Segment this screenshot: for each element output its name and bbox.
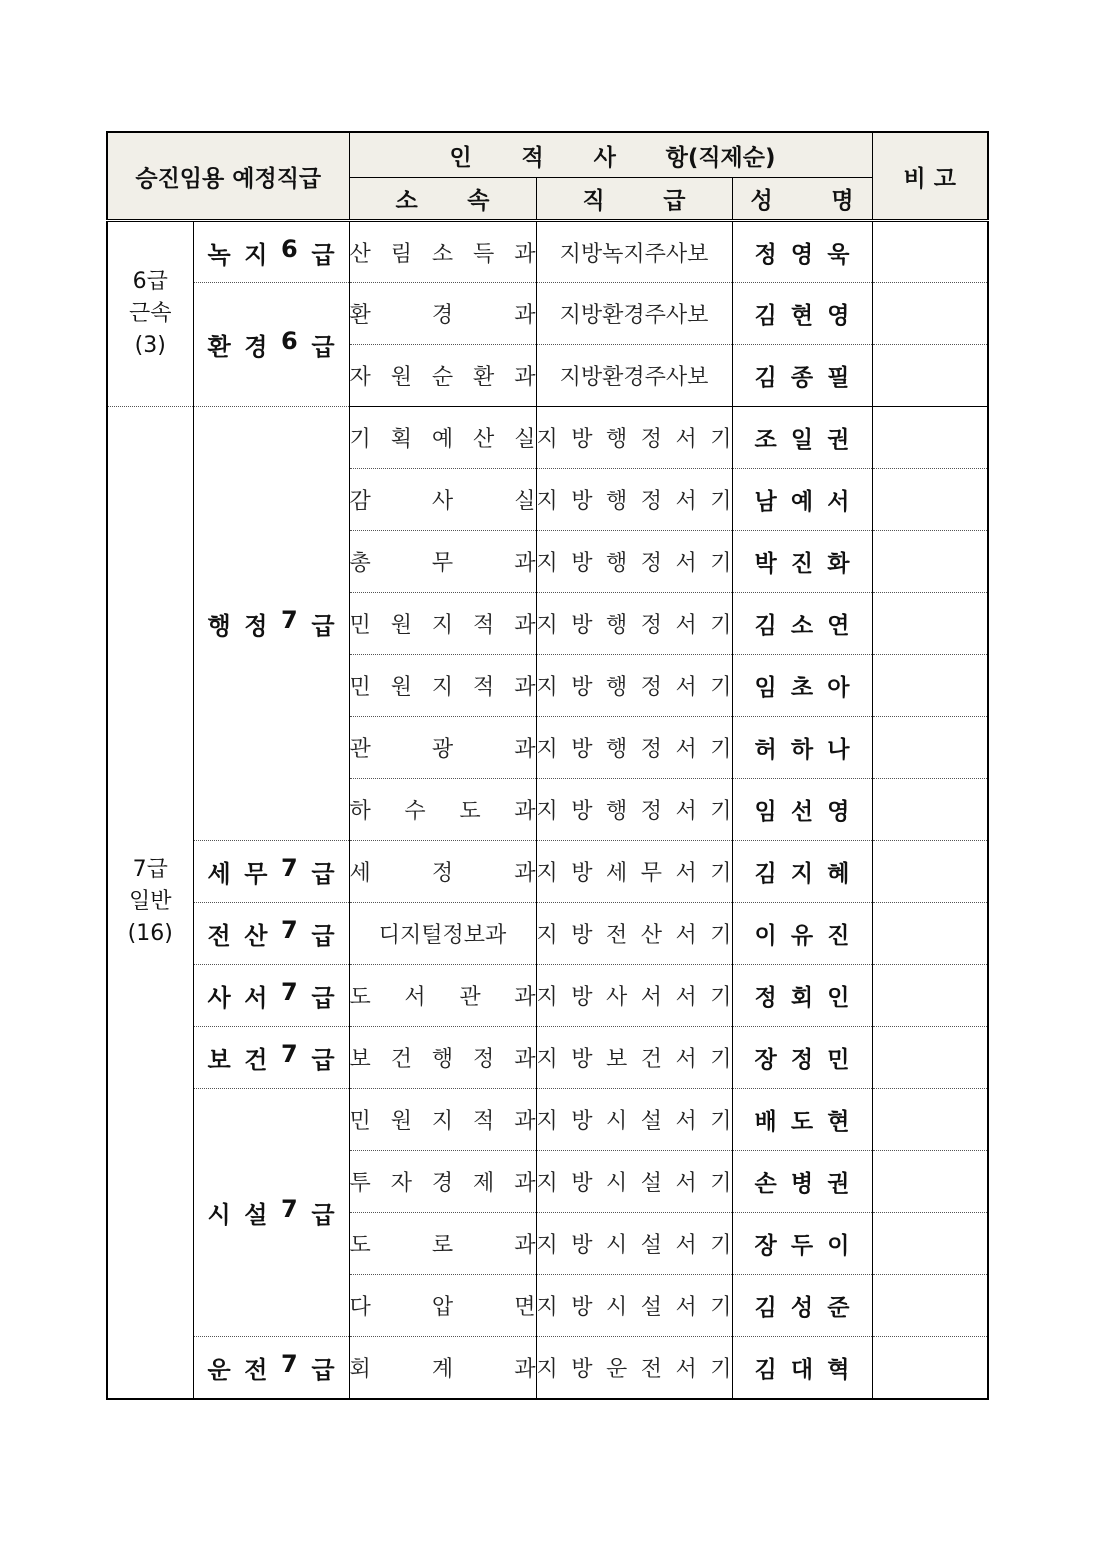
name-label: 김 대 혁 [754, 1356, 850, 1383]
note-cell [872, 1275, 988, 1337]
table-row [107, 283, 988, 345]
name-cell [732, 469, 872, 531]
name-label: 장 두 이 [754, 1233, 850, 1259]
name-label: 정 영 욱 [754, 241, 850, 268]
name-cell [732, 1027, 872, 1089]
name-cell [732, 345, 872, 407]
name-label: 정 회 인 [754, 985, 850, 1011]
header-group-label: 승진임용 예정직급 [135, 165, 322, 192]
rank-label: 지 방 행 정 서 기 [536, 675, 732, 700]
rank-label: 지 방 사 서 서 기 [536, 985, 732, 1010]
note-cell [872, 593, 988, 655]
rank-label: 지 방 세 무 서 기 [536, 861, 732, 886]
dept-label: 다 압 면 [349, 1295, 536, 1320]
dept-cell [349, 655, 536, 717]
name-cell [732, 841, 872, 903]
note-cell [872, 965, 988, 1027]
dept-label: 환 경 과 [349, 303, 536, 328]
note-cell [872, 407, 988, 469]
rank-label: 지방녹지주사보 [559, 241, 709, 267]
header-info-cell [349, 132, 872, 178]
rank-label: 지 방 행 정 서 기 [536, 551, 732, 576]
rank-cell [536, 407, 732, 469]
note-cell [872, 1213, 988, 1275]
note-cell [872, 283, 988, 345]
note-cell [872, 1151, 988, 1213]
dept-cell [349, 221, 536, 283]
dept-cell [349, 531, 536, 593]
dept-cell [349, 593, 536, 655]
dept-label: 도 로 과 [349, 1233, 536, 1258]
category-label-line: 7급 [132, 857, 168, 883]
name-cell [732, 1089, 872, 1151]
table-body [107, 221, 988, 1399]
grade-cell [193, 1089, 349, 1337]
dept-cell [349, 407, 536, 469]
dept-label: 자 원 순 환 과 [349, 365, 536, 390]
category-label-cell [107, 221, 193, 407]
name-label: 김 종 필 [754, 365, 850, 391]
dept-cell [349, 841, 536, 903]
name-label: 남 예 서 [754, 489, 850, 515]
table-row [107, 1337, 988, 1399]
table-header [107, 132, 988, 221]
name-cell [732, 1337, 872, 1399]
grade-label: 전 산 7 급 [207, 916, 335, 950]
header-note-cell [872, 132, 988, 221]
grade-cell [193, 1027, 349, 1089]
dept-cell [349, 1151, 536, 1213]
rank-cell [536, 841, 732, 903]
rank-label: 지 방 행 정 서 기 [536, 613, 732, 638]
note-cell [872, 469, 988, 531]
dept-label: 도 서 관 과 [349, 985, 536, 1010]
table-row [107, 841, 988, 903]
dept-cell [349, 283, 536, 345]
dept-label: 민 원 지 적 과 [349, 675, 536, 700]
rank-cell [536, 1275, 732, 1337]
note-cell [872, 1027, 988, 1089]
rank-label: 지 방 행 정 서 기 [536, 427, 732, 452]
category-label-line: 6급 [132, 269, 168, 294]
grade-label: 보 건 7 급 [207, 1040, 335, 1074]
name-cell [732, 1213, 872, 1275]
dept-label: 투 자 경 제 과 [349, 1171, 536, 1196]
header-rank-cell [536, 178, 732, 221]
header-group-cell [107, 132, 349, 221]
grade-label: 환 경 6 급 [207, 327, 335, 361]
rank-cell [536, 903, 732, 965]
name-label: 김 지 혜 [754, 861, 850, 887]
rank-cell [536, 1151, 732, 1213]
rank-cell [536, 717, 732, 779]
header-name-cell [732, 178, 872, 221]
name-cell [732, 1151, 872, 1213]
dept-label: 세 정 과 [349, 861, 536, 886]
name-label: 임 선 영 [754, 799, 850, 825]
dept-label: 민 원 지 적 과 [349, 1109, 536, 1134]
grade-label: 운 전 7 급 [207, 1349, 335, 1384]
rank-label: 지 방 행 정 서 기 [536, 799, 732, 824]
grade-cell [193, 903, 349, 965]
name-label: 배 도 현 [754, 1109, 850, 1135]
rank-cell [536, 1027, 732, 1089]
name-cell [732, 717, 872, 779]
grade-label: 행 정 7 급 [207, 606, 335, 640]
name-label: 임 초 아 [754, 675, 850, 701]
table-row [107, 903, 988, 965]
dept-label: 민 원 지 적 과 [349, 613, 536, 638]
name-label: 손 병 권 [754, 1171, 850, 1197]
rank-label: 지 방 보 건 서 기 [536, 1047, 732, 1072]
grade-label: 세 무 7 급 [207, 854, 335, 888]
name-label: 박 진 화 [754, 551, 850, 577]
name-label: 김 소 연 [754, 613, 850, 639]
table-row [107, 965, 988, 1027]
dept-cell [349, 1213, 536, 1275]
grade-cell [193, 965, 349, 1027]
rank-cell [536, 655, 732, 717]
dept-cell [349, 779, 536, 841]
dept-label: 디지털정보과 [378, 923, 507, 948]
note-cell [872, 717, 988, 779]
rank-label: 지 방 행 정 서 기 [536, 489, 732, 514]
dept-label: 산 림 소 득 과 [349, 241, 536, 267]
name-label: 김 성 준 [754, 1295, 850, 1321]
grade-label: 녹 지 6 급 [207, 234, 335, 269]
rank-label: 지방환경주사보 [559, 365, 709, 390]
note-cell [872, 655, 988, 717]
rank-cell [536, 779, 732, 841]
dept-cell [349, 1337, 536, 1399]
note-cell [872, 221, 988, 283]
grade-cell [193, 283, 349, 407]
rank-cell [536, 469, 732, 531]
table-row [107, 221, 988, 283]
name-label: 김 현 영 [754, 303, 850, 329]
rank-label: 지방환경주사보 [559, 303, 709, 328]
table-row [107, 1027, 988, 1089]
header-dept-label: 소 속 [395, 188, 490, 214]
name-cell [732, 531, 872, 593]
grade-cell [193, 841, 349, 903]
rank-label: 지 방 행 정 서 기 [536, 737, 732, 762]
dept-cell [349, 965, 536, 1027]
dept-cell [349, 1027, 536, 1089]
grade-cell [193, 221, 349, 283]
rank-cell [536, 531, 732, 593]
name-cell [732, 655, 872, 717]
rank-cell [536, 965, 732, 1027]
header-note-label: 비 고 [903, 165, 956, 192]
name-cell [732, 221, 872, 283]
name-label: 장 정 민 [754, 1047, 850, 1073]
dept-cell [349, 717, 536, 779]
name-cell [732, 1275, 872, 1337]
promotion-roster-table [106, 131, 989, 1400]
rank-label: 지 방 시 설 서 기 [536, 1295, 732, 1320]
dept-label: 회 계 과 [349, 1356, 536, 1382]
category-label-line: 근속 [128, 301, 172, 326]
name-cell [732, 965, 872, 1027]
name-cell [732, 903, 872, 965]
table-row [107, 407, 988, 469]
rank-cell [536, 1337, 732, 1399]
grade-cell [193, 1337, 349, 1399]
note-cell [872, 903, 988, 965]
dept-label: 총 무 과 [349, 551, 536, 576]
header-rank-label: 직 급 [582, 188, 686, 214]
name-label: 이 유 진 [754, 923, 850, 949]
name-cell [732, 593, 872, 655]
rank-cell [536, 593, 732, 655]
grade-label: 시 설 7 급 [207, 1195, 335, 1229]
rank-label: 지 방 시 설 서 기 [536, 1171, 732, 1196]
note-cell [872, 345, 988, 407]
rank-label: 지 방 전 산 서 기 [536, 923, 732, 948]
header-dept-cell [349, 178, 536, 221]
dept-label: 하 수 도 과 [349, 799, 536, 824]
rank-label: 지 방 시 설 서 기 [536, 1109, 732, 1134]
rank-label: 지 방 운 전 서 기 [536, 1356, 732, 1382]
rank-cell [536, 283, 732, 345]
dept-cell [349, 903, 536, 965]
dept-cell [349, 1089, 536, 1151]
dept-cell [349, 469, 536, 531]
dept-cell [349, 1275, 536, 1337]
header-name-label: 성 명 [750, 188, 854, 214]
rank-cell [536, 1089, 732, 1151]
category-label-line: (16) [127, 921, 173, 947]
grade-label: 사 서 7 급 [207, 978, 335, 1012]
name-cell [732, 283, 872, 345]
note-cell [872, 779, 988, 841]
header-info-label: 인 적 사 항(직제순) [449, 144, 776, 171]
dept-label: 기 획 예 산 실 [349, 427, 536, 452]
table-row [107, 1089, 988, 1151]
category-label-line: (3) [134, 333, 166, 358]
name-label: 조 일 권 [754, 427, 850, 453]
name-cell [732, 407, 872, 469]
rank-label: 지 방 시 설 서 기 [536, 1233, 732, 1258]
dept-label: 보 건 행 정 과 [349, 1047, 536, 1072]
dept-cell [349, 345, 536, 407]
note-cell [872, 1337, 988, 1399]
name-cell [732, 779, 872, 841]
category-label-line: 일반 [128, 889, 172, 915]
name-label: 허 하 나 [754, 737, 850, 763]
rank-cell [536, 1213, 732, 1275]
note-cell [872, 841, 988, 903]
note-cell [872, 1089, 988, 1151]
dept-label: 관 광 과 [349, 737, 536, 762]
rank-cell [536, 345, 732, 407]
rank-cell [536, 221, 732, 283]
grade-cell [193, 407, 349, 841]
dept-label: 감 사 실 [349, 489, 536, 514]
note-cell [872, 531, 988, 593]
category-label-cell [107, 407, 193, 1399]
